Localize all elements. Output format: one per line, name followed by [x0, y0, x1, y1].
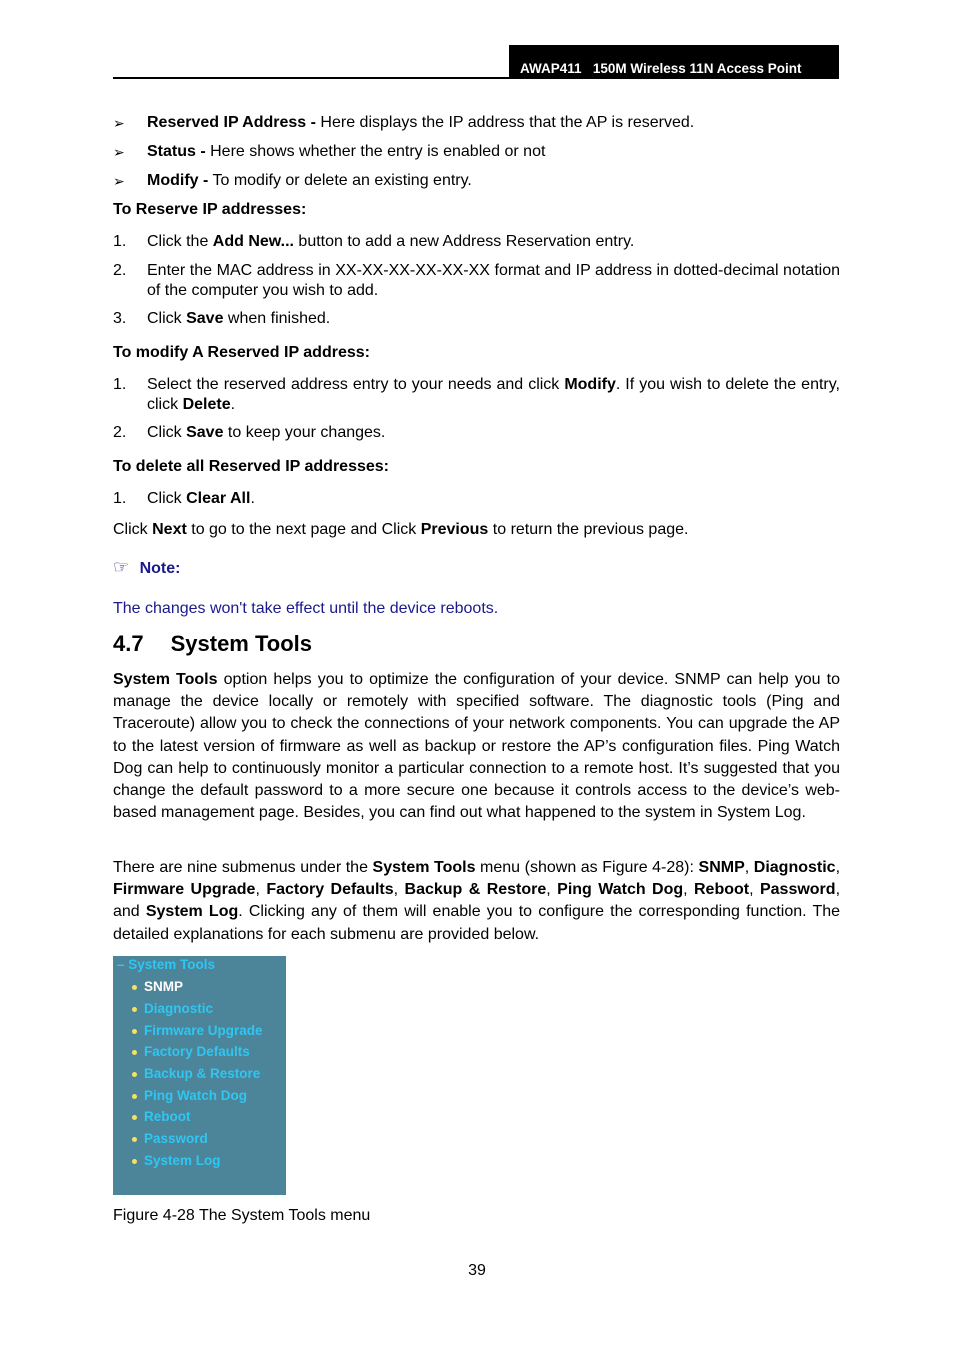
bullet-dot-icon — [132, 985, 137, 990]
menu-item-snmp[interactable]: SNMP — [132, 979, 183, 994]
note-label: Note: — [139, 560, 181, 577]
pointing-hand-icon: ☞ — [113, 557, 130, 577]
bullet-text: To modify or delete an existing entry. — [208, 172, 472, 189]
menu-item-ping-watch-dog[interactable]: Ping Watch Dog — [132, 1088, 247, 1103]
subheading-delete: To delete all Reserved IP addresses: — [113, 458, 389, 475]
submenus-paragraph: There are nine submenus under the System Tools menu (shown as Figure 4-28): SNMP, Diagnostic, Firmware Upgrade, Factory Defaults, Backup & Restore, Ping Watch Dog, Reboot, Password, and System Log. Clicking any of them will enable you to configure the corresponding function. The detailed explanations for each submenu are provided below. — [113, 859, 841, 943]
intro-paragraph: System Tools option helps you to optimize the configuration of your device. SNMP can help you to manage the device locally or remotely with specified software. The diagnostic tools (Ping and Traceroute) allow you to check the connections of your network components. You can upgrade the AP to the latest version of firmware as well as backup or restore the AP’s configuration files. Ping Watch Dog can help to continuously monitor a particular connection to a remote host. It’s suggested that you change the default password to a more secure one because it controls access to the device’s web-based management page. Besides, you can find out what happened to the system in System Log. — [113, 671, 841, 822]
bullet-text: Here displays the IP address that the AP is reserved. — [315, 114, 695, 131]
header-product: 150M Wireless 11N Access Point — [592, 61, 802, 76]
navigation-instruction: Click Next to go to the next page and Click Previous to return the previous page. — [113, 521, 689, 538]
menu-item-firmware-upgrade[interactable]: Firmware Upgrade — [132, 1023, 263, 1038]
note-text: The changes won't take effect until the device reboots. — [113, 600, 499, 617]
header-model: AWAP411 — [520, 61, 582, 76]
bullet-term: Modify - — [147, 172, 209, 189]
arrow-bullet-icon: ➢ — [113, 144, 125, 160]
section-heading: 4.7 System Tools — [113, 631, 313, 656]
bullet-dot-icon — [132, 1050, 137, 1055]
arrow-bullet-icon: ➢ — [113, 173, 125, 189]
bullet-dot-icon — [132, 1094, 137, 1099]
subheading-reserve: To Reserve IP addresses: — [113, 201, 307, 218]
menu-item-reboot[interactable]: Reboot — [132, 1109, 191, 1124]
header-banner — [509, 45, 839, 79]
menu-item-factory-defaults[interactable]: Factory Defaults — [132, 1044, 250, 1059]
menu-item-password[interactable]: Password — [132, 1131, 208, 1146]
bullet-dot-icon — [132, 1007, 137, 1012]
menu-item-diagnostic[interactable]: Diagnostic — [132, 1001, 213, 1016]
bullet-dot-icon — [132, 1159, 137, 1164]
system-tools-menu — [113, 956, 286, 1195]
page-number: 39 — [468, 1262, 486, 1279]
menu-title-system-tools[interactable]: – System Tools — [117, 957, 216, 972]
bullet-dot-icon — [132, 1072, 137, 1077]
menu-item-system-log[interactable]: System Log — [132, 1153, 221, 1168]
figure-caption: Figure 4-28 The System Tools menu — [113, 1207, 371, 1224]
bullet-term: Reserved IP Address - — [147, 114, 316, 131]
bullet-dot-icon — [132, 1115, 137, 1120]
bullet-term: Status - — [147, 143, 206, 160]
bullet-dot-icon — [132, 1029, 137, 1034]
menu-item-backup-restore[interactable]: Backup & Restore — [132, 1066, 260, 1081]
note-heading — [113, 556, 840, 580]
bullet-dot-icon — [132, 1137, 137, 1142]
arrow-bullet-icon: ➢ — [113, 115, 125, 131]
bullet-text: Here shows whether the entry is enabled or not — [205, 143, 546, 160]
subheading-modify: To modify A Reserved IP address: — [113, 344, 370, 361]
